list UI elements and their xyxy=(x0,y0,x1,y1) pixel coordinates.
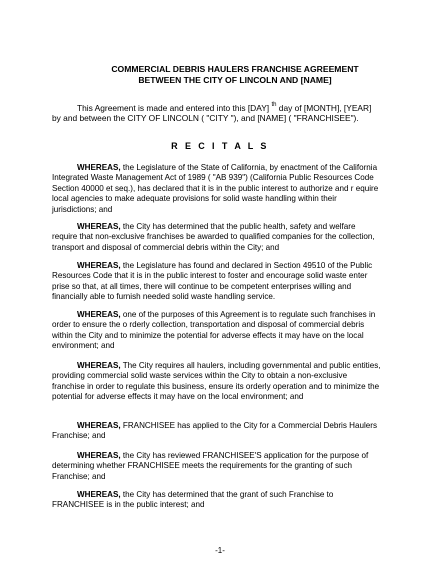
whereas-label: WHEREAS, xyxy=(77,451,121,460)
intro-text-2: day of [MONTH], [YEAR] by and between the CITY OF LINCOLN ( "CITY "), and [NAME] ( "FRANCHISEE"). xyxy=(52,103,372,124)
recital-paragraph xyxy=(52,421,382,442)
recital-paragraph xyxy=(52,163,382,215)
whereas-label: WHEREAS, xyxy=(77,490,121,499)
whereas-label: WHEREAS, xyxy=(77,163,121,172)
whereas-label: WHEREAS, xyxy=(77,421,121,430)
recital-text: The City requires all haulers, including governmental and public entities, providing commercial solid waste services within the City to obtain a non-exclusive franchise in order to regulate this business, ensure its orderly operation and to minimize the potential for adverse effects it may have on the local environment; and xyxy=(52,361,381,402)
recital-paragraph xyxy=(52,490,382,511)
recital-text: the Legislature has found and declared in Section 49510 of the Public Resources Code that it is in the public interest to foster and encourage solid waste enter prise so that, at all times, there will continue to be competent enterprises willing and financially able to furnish needed solid waste handling service. xyxy=(52,261,373,302)
whereas-label: WHEREAS, xyxy=(77,261,121,270)
recital-text: FRANCHISEE has applied to the City for a Commercial Debris Haulers Franchise; and xyxy=(52,421,378,441)
recital-text: the Legislature of the State of California, by enactment of the California Integrated Waste Management Act of 1989 ( "AB 939") (California Public Resources Code Section 40000 et seq.), has declared that it is in the public interest to authorize and r equire local agencies to make adequate provisions for solid waste handling within their jurisdictions; and xyxy=(52,163,379,214)
intro-paragraph xyxy=(52,103,382,124)
whereas-label: WHEREAS, xyxy=(77,222,121,231)
page-number: -1- xyxy=(215,546,225,555)
recital-paragraph xyxy=(52,361,382,403)
recital-text: the City has reviewed FRANCHISEE'S application for the purpose of determining whether FRANCHISEE meets the requirements for the granting of such Franchise; and xyxy=(52,451,369,481)
intro-superscript: th xyxy=(271,102,277,108)
recital-text: one of the purposes of this Agreement is to regulate such franchises in order to ensure the o rderly collection, transportation and disposal of commercial debris within the City and to minimize the potential for adverse effects it may have on the local environment; and xyxy=(52,310,376,351)
intro-text-1: This Agreement is made and entered into this [DAY] xyxy=(77,103,272,113)
whereas-label: WHEREAS, xyxy=(77,310,121,319)
recital-paragraph xyxy=(52,310,382,352)
recital-text: the City has determined that the grant of such Franchise to FRANCHISEE is in the public interest; and xyxy=(52,490,334,510)
agreement-subtitle: BETWEEN THE CITY OF LINCOLN AND [NAME] xyxy=(138,75,332,85)
agreement-title: COMMERCIAL DEBRIS HAULERS FRANCHISE AGREEMENT xyxy=(111,64,359,74)
recital-text: the City has determined that the public health, safety and welfare require that non-exclusive franchises be awarded to qualified companies for the collection, transport and disposal of commercial debris within the City; and xyxy=(52,222,375,252)
whereas-label: WHEREAS, xyxy=(77,361,121,370)
recital-paragraph xyxy=(52,451,382,482)
recital-paragraph xyxy=(52,222,382,253)
recital-paragraph xyxy=(52,261,382,303)
recitals-heading: R E C I T A L S xyxy=(171,141,269,151)
